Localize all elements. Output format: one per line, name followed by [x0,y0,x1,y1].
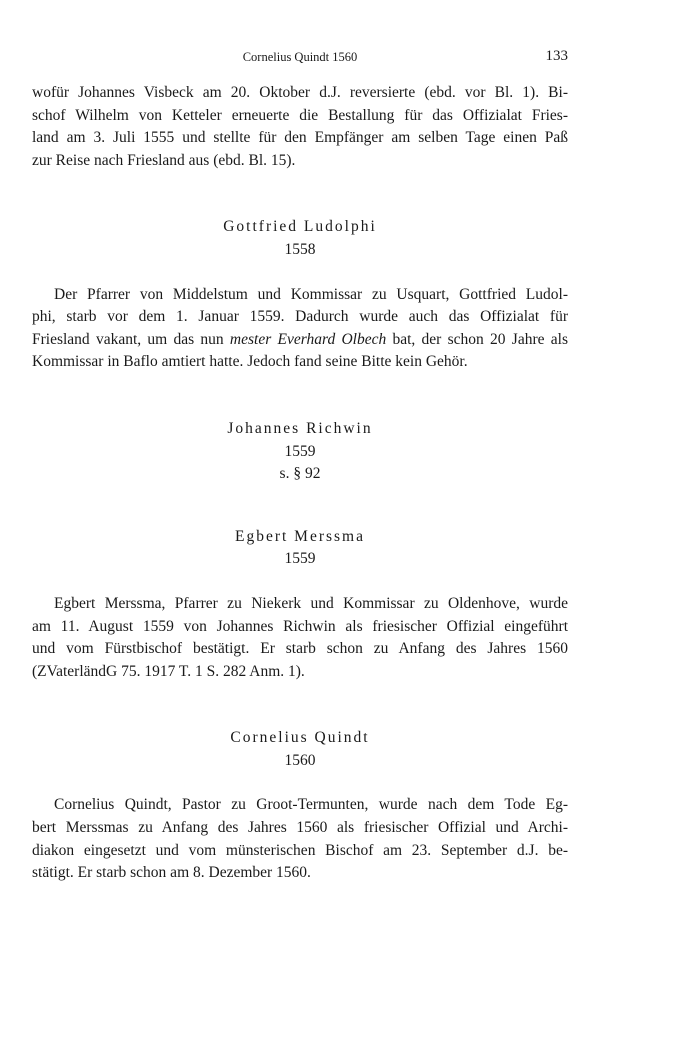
section-year: 1558 [284,240,316,258]
section-name: Cornelius Quindt [230,729,370,747]
section-heading-merssma [32,526,568,571]
section-heading-quindt [32,727,568,772]
section-year: 1560 [284,751,316,769]
section-name: Gottfried Ludolphi [223,218,377,236]
text-line: am 11. August 1559 von Johannes Richwin als friesischer Offizial eingeführt [32,617,568,635]
page-body [32,82,568,885]
text-line: zur Reise nach Friesland aus (ebd. Bl. 15). [32,151,296,169]
text-line: Egbert Merssma, Pfarrer zu Niekerk und Kommissar zu Oldenhove, wurde [54,594,568,612]
text-line: und vom Fürstbischof bestätigt. Er starb schon zu Anfang des Jahres 1560 [32,640,568,658]
intro-paragraph [32,82,568,172]
text-fragment: bat, der schon 20 Jahre als [386,330,568,348]
text-line: land am 3. Juli 1555 und stellte für den Empfänger am selben Tage einen Paß [32,129,568,147]
text-line: Der Pfarrer von Middelstum und Kommissar zu Usquart, Gottfried Ludol- [54,285,568,303]
text-fragment: Friesland vakant, um das nun [32,330,230,348]
section-year: 1559 [284,442,316,460]
page-number: 133 [545,48,568,64]
text-line [32,329,568,352]
section-name: Johannes Richwin [227,419,373,437]
text-line: Cornelius Quindt, Pastor zu Groot-Termunten, wurde nach dem Tode Eg- [54,796,568,814]
text-line: schof Wilhelm von Ketteler erneuerte die Bestallung für das Offizialat Fries- [32,106,568,124]
merssma-paragraph [32,593,568,683]
text-line: wofür Johannes Visbeck am 20. Oktober d.J. reversierte (ebd. vor Bl. 1). Bi- [32,84,568,101]
section-reference: s. § 92 [279,465,321,483]
ludolphi-paragraph [32,284,568,374]
text-line: Kommissar in Baflo amtiert hatte. Jedoch fand seine Bitte kein Gehör. [32,353,468,371]
text-line: diakon eingesetzt und vom münsterischen Bischof am 23. September d.J. be- [32,841,568,859]
text-line: (ZVaterländG 75. 1917 T. 1 S. 282 Anm. 1). [32,662,305,680]
section-year: 1559 [284,550,316,568]
running-head: Cornelius Quindt 1560 [242,50,358,64]
text-line: stätigt. Er starb schon am 8. Dezember 1560. [32,864,311,882]
emphasized-name: mester Everhard Olbech [229,330,387,348]
section-name: Egbert Merssma [234,527,365,545]
section-heading-richwin [32,418,568,486]
text-line: phi, starb vor dem 1. Januar 1559. Dadurch wurde auch das Offizialat für [32,308,568,326]
text-line: bert Merssmas zu Anfang des Jahres 1560 als friesischer Offizial und Archi- [32,819,568,837]
section-heading-ludolphi [32,216,568,261]
quindt-paragraph [32,794,568,884]
